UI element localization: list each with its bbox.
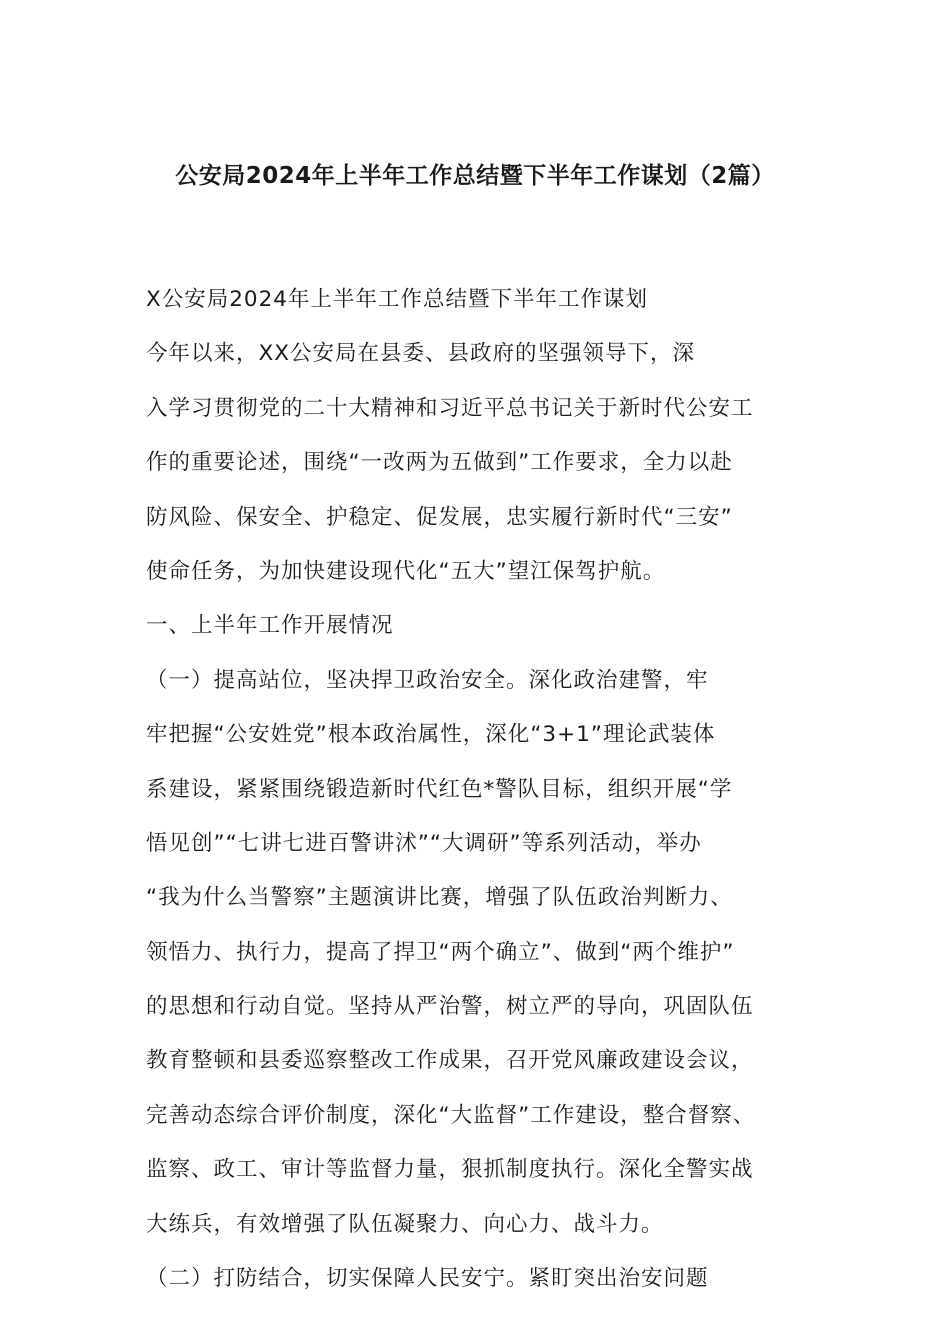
paragraph-line: 系建设，紧紧围绕锻造新时代红色*警队目标，组织开展“学	[146, 776, 733, 802]
document-body	[146, 282, 826, 1315]
paragraph-line: 今年以来，XX公安局在县委、县政府的坚强领导下，深	[146, 341, 695, 367]
paragraph-line: 入学习贯彻党的二十大精神和习近平总书记关于新时代公安工	[146, 395, 754, 421]
paragraph-line: 悟见创”“七讲七进百警讲沭”“大调研”等系列活动，举办	[146, 830, 702, 856]
paragraph-line: 使命任务，为加快建设现代化“五大”望江保驾护航。	[146, 558, 666, 584]
section-heading: 一、上半年工作开展情况	[146, 613, 394, 639]
paragraph-line: 牢把握“公安姓党”根本政治属性，深化“3+1”理论武装体	[146, 722, 716, 748]
paragraph-line: （二）打防结合，切实保障人民安宁。紧盯突出治安问题	[146, 1266, 709, 1292]
paragraph-line: 教育整顿和县委巡察整改工作成果，召开党风廉政建设会议，	[146, 1048, 754, 1074]
paragraph-line: 防风险、保安全、护稳定、促发展，忠实履行新时代“三安”	[146, 504, 733, 530]
paragraph-line: （一）提高站位，坚决捍卫政治安全。深化政治建警，牢	[146, 667, 709, 693]
paragraph-line: 的思想和行动自觉。坚持从严治警，树立严的导向，巩固队伍	[146, 994, 754, 1020]
paragraph-line: “我为什么当警察”主题演讲比赛，增强了队伍政治判断力、	[146, 885, 733, 911]
subtitle-line: X公安局2024年上半年工作总结暨下半年工作谋划	[146, 287, 648, 312]
paragraph-line: 完善动态综合评价制度，深化“大监督”工作建设，整合督察、	[146, 1102, 756, 1128]
paragraph-line: 作的重要论述，围绕“一改两为五做到”工作要求，全力以赴	[146, 450, 733, 476]
document-title: 公安局2024年上半年工作总结暨下半年工作谋划（2篇）	[175, 163, 775, 189]
paragraph-line: 大练兵，有效增强了队伍凝聚力、向心力、战斗力。	[146, 1211, 664, 1237]
paragraph-line: 领悟力、执行力，提高了捍卫“两个确立”、做到“两个维护”	[146, 939, 735, 965]
paragraph-line: 监察、政工、审计等监督力量，狠抓制度执行。深化全警实战	[146, 1157, 754, 1183]
